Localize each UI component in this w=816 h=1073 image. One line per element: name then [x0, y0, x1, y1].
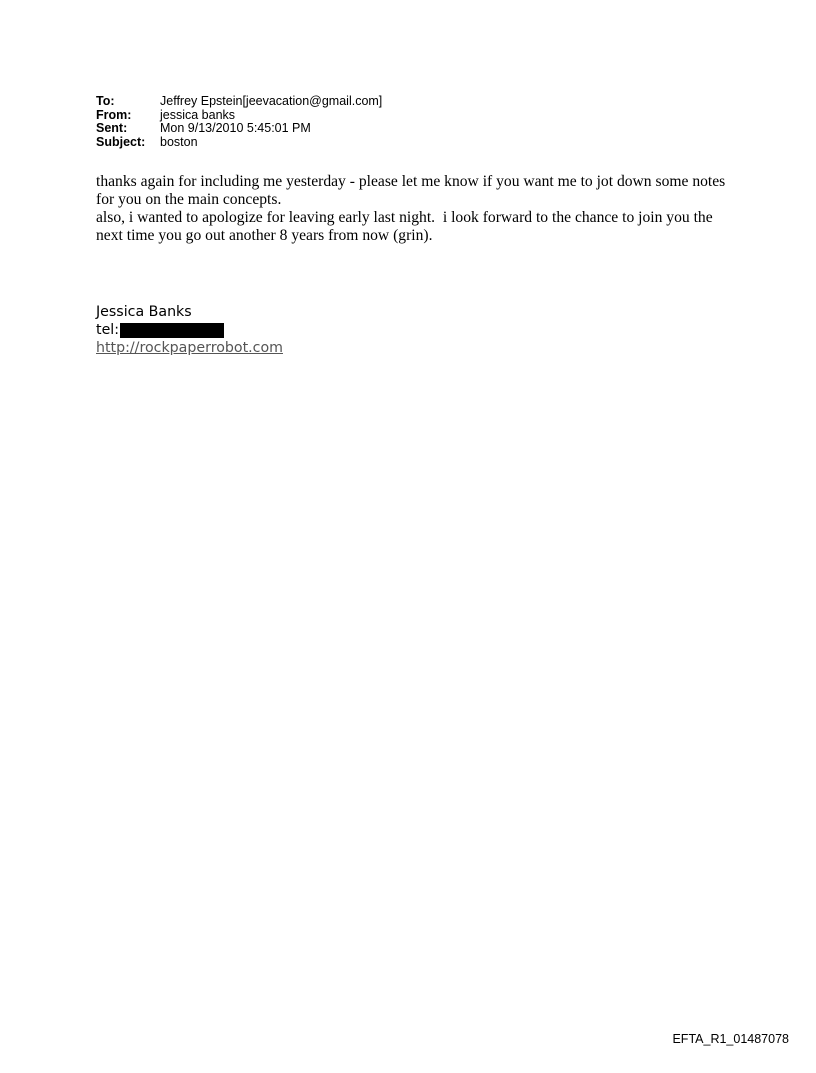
subject-label: Subject: — [96, 134, 146, 149]
header-from-row — [96, 109, 382, 123]
signature-website-link[interactable]: http://rockpaperrobot.com — [96, 340, 283, 356]
to-value: Jeffrey Epstein[jeevacation@gmail.com] — [160, 94, 383, 108]
document-id: EFTA_R1_01487078 — [672, 1032, 789, 1046]
body-paragraph-1: thanks again for including me yesterday - please let me know if you want me to jot down some notes for you on the main concepts. — [96, 173, 726, 208]
email-signature — [96, 303, 283, 357]
signature-tel — [96, 321, 283, 339]
sent-value: Mon 9/13/2010 5:45:01 PM — [160, 121, 311, 136]
from-label: From: — [96, 107, 132, 122]
header-to-row — [96, 95, 382, 109]
from-value: jessica banks — [160, 107, 236, 122]
signature-name: Jessica Banks — [96, 304, 192, 320]
email-body — [96, 173, 736, 245]
subject-value: boston — [160, 134, 198, 149]
redaction-block — [120, 323, 224, 338]
to-label: To: — [96, 94, 115, 108]
header-subject-row — [96, 136, 382, 150]
sent-label: Sent: — [96, 121, 128, 136]
body-paragraph-2: also, i wanted to apologize for leaving early last night. i look forward to the chance to join you the next time you go out another 8 years from now (grin). — [96, 209, 717, 244]
tel-label: tel: — [96, 322, 120, 338]
header-sent-row — [96, 122, 382, 136]
email-header — [96, 95, 382, 149]
